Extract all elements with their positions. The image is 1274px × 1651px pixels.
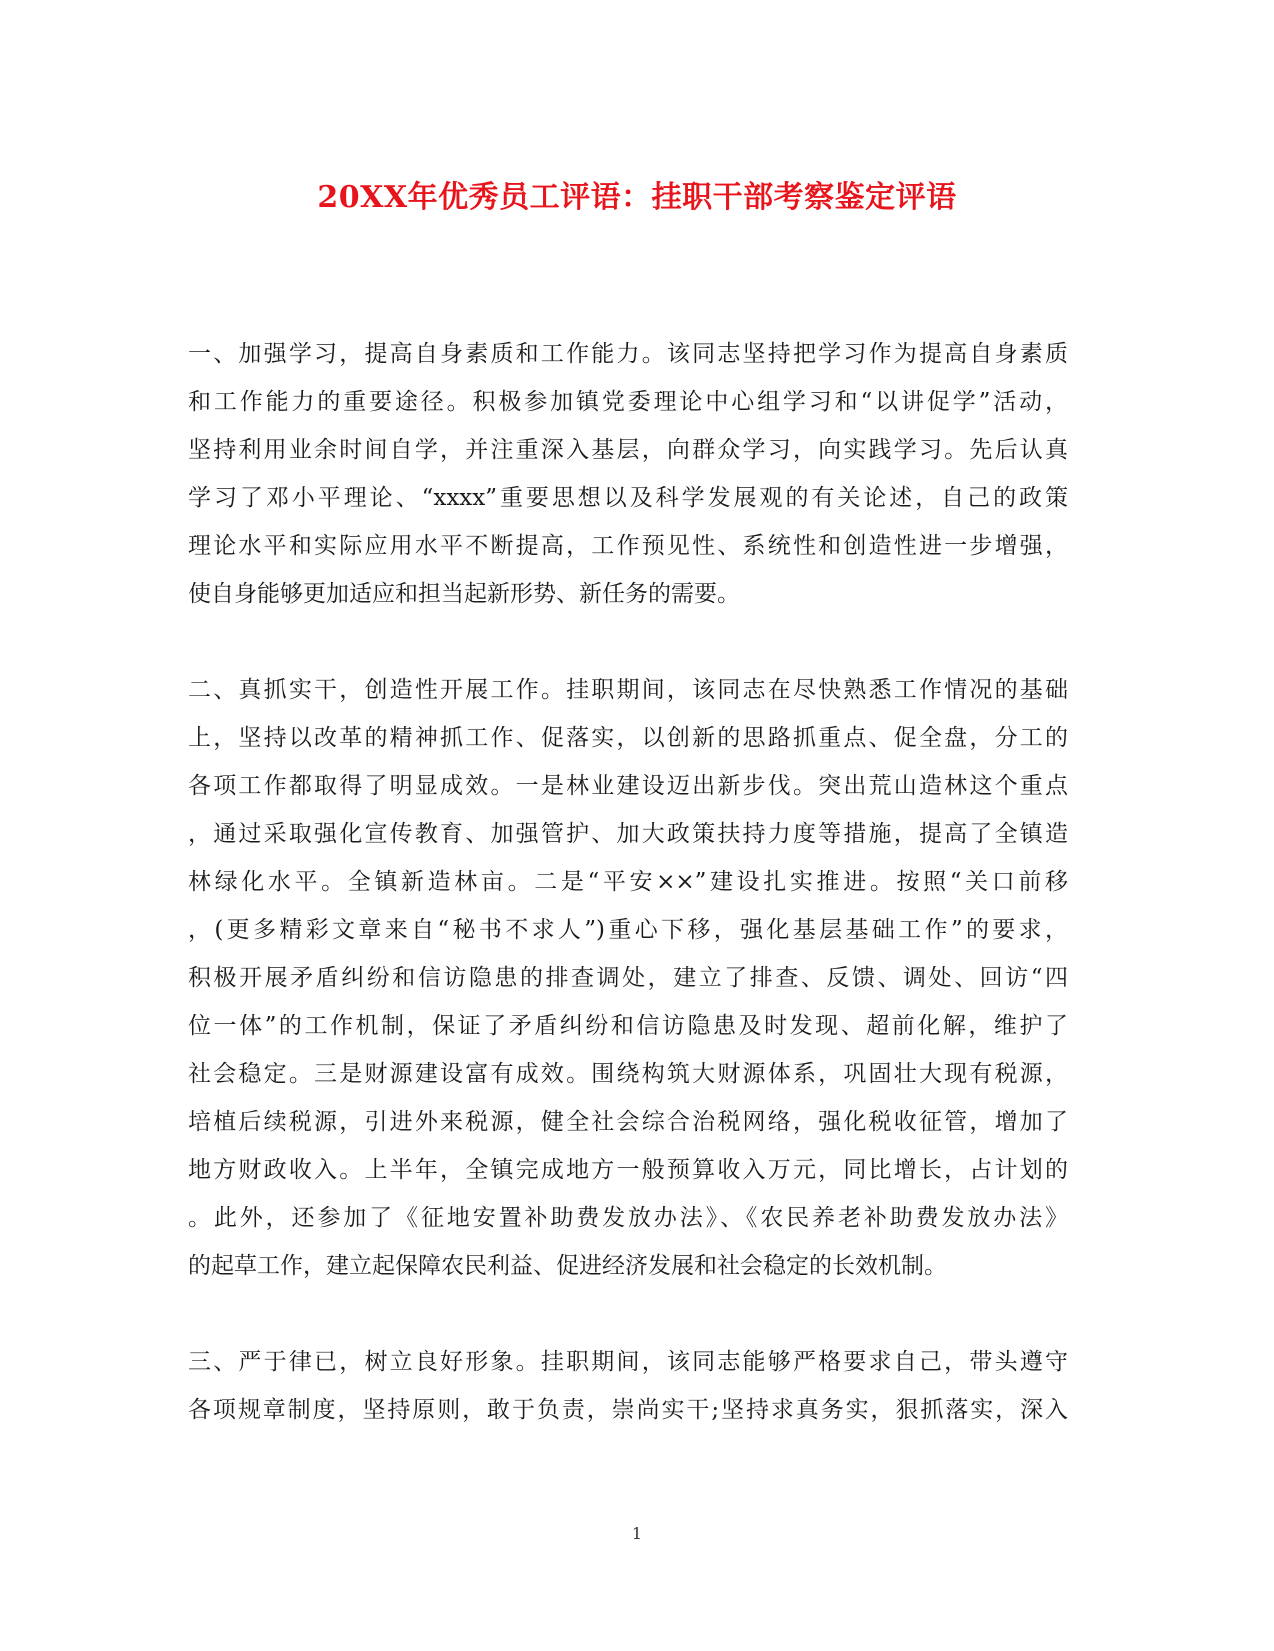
text-line: 理论水平和实际应用水平不断提高，工作预见性、系统性和创造性进一步增强， xyxy=(188,533,1068,559)
text-line: 各项规章制度，坚持原则，敢于负责，崇尚实干;坚持求真务实，狠抓落实，深入 xyxy=(188,1397,1068,1423)
text-line: 位一体”的工作机制，保证了矛盾纠纷和信访隐患及时发现、超前化解，维护了 xyxy=(188,1013,1068,1039)
text-line: 的起草工作，建立起保障农民利益、促进经济发展和社会稳定的长效机制。 xyxy=(188,1253,947,1279)
text-line: 二、真抓实干，创造性开展工作。挂职期间，该同志在尽快熟悉工作情况的基础 xyxy=(188,677,1068,703)
text-line: 一、加强学习，提高自身素质和工作能力。该同志坚持把学习作为提高自身素质 xyxy=(188,341,1068,367)
page-number: 1 xyxy=(631,1524,643,1543)
text-line: 坚持利用业余时间自学，并注重深入基层，向群众学习，向实践学习。先后认真 xyxy=(188,437,1068,463)
paragraph-1 xyxy=(188,330,1068,618)
text-line: 林绿化水平。全镇新造林亩。二是“平安××”建设扎实推进。按照“关口前移 xyxy=(188,869,1068,895)
text-line: 和工作能力的重要途径。积极参加镇党委理论中心组学习和“以讲促学”活动， xyxy=(188,389,1068,415)
text-line: 地方财政收入。上半年，全镇完成地方一般预算收入万元，同比增长，占计划的 xyxy=(188,1157,1068,1183)
text-line: 上，坚持以改革的精神抓工作、促落实，以创新的思路抓重点、促全盘，分工的 xyxy=(188,725,1068,751)
text-line: 学习了邓小平理论、“xxxx”重要思想以及科学发展观的有关论述，自己的政策 xyxy=(188,485,1068,511)
document-title: 20XX年优秀员工评语：挂职干部考察鉴定评语 xyxy=(317,180,957,215)
text-line: 各项工作都取得了明显成效。一是林业建设迈出新步伐。突出荒山造林这个重点 xyxy=(188,773,1068,799)
text-line: ，通过采取强化宣传教育、加强管护、加大政策扶持力度等措施，提高了全镇造 xyxy=(188,821,1068,847)
paragraph-gap xyxy=(188,1290,1068,1338)
text-line: ，(更多精彩文章来自“秘书不求人”)重心下移，强化基层基础工作”的要求， xyxy=(188,917,1068,943)
paragraph-3 xyxy=(188,1338,1068,1434)
paragraph-gap xyxy=(188,618,1068,666)
text-line: 社会稳定。三是财源建设富有成效。围绕构筑大财源体系，巩固壮大现有税源， xyxy=(188,1061,1068,1087)
paragraph-2 xyxy=(188,666,1068,1290)
text-line: 使自身能够更加适应和担当起新形势、新任务的需要。 xyxy=(188,581,740,607)
text-line: 。此外，还参加了《征地安置补助费发放办法》、《农民养老补助费发放办法》 xyxy=(188,1205,1068,1231)
text-line: 三、严于律已，树立良好形象。挂职期间，该同志能够严格要求自己，带头遵守 xyxy=(188,1349,1068,1375)
document-body xyxy=(188,330,1068,1434)
text-line: 积极开展矛盾纠纷和信访隐患的排查调处，建立了排查、反馈、调处、回访“四 xyxy=(188,965,1068,991)
text-line: 培植后续税源，引进外来税源，健全社会综合治税网络，强化税收征管，增加了 xyxy=(188,1109,1068,1135)
